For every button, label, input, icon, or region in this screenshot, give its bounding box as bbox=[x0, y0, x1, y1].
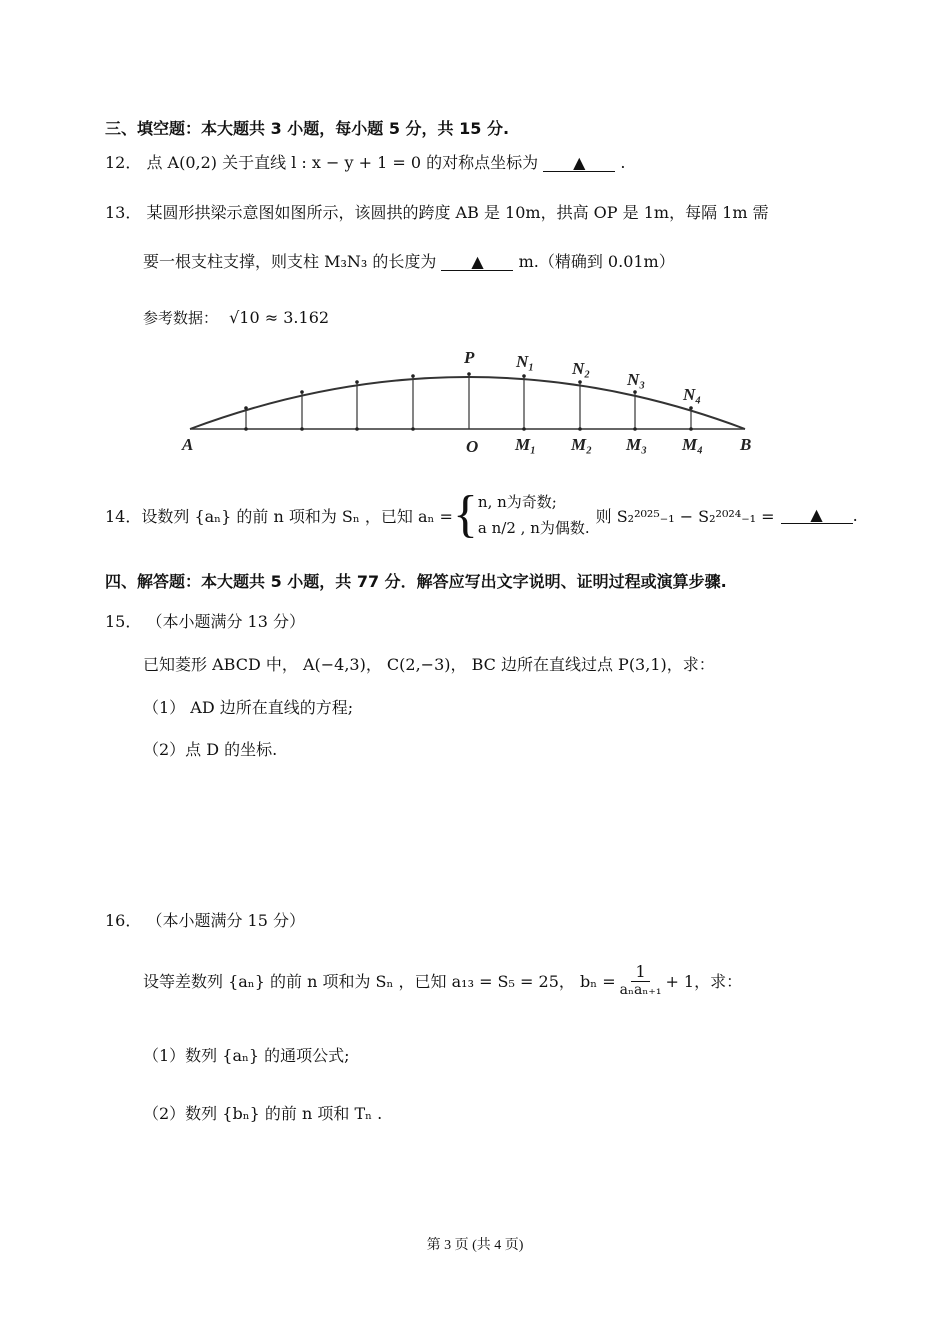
label-o: O bbox=[466, 437, 479, 456]
section3-heading: 三、填空题：本大题共 3 小题，每小题 5 分，共 15 分. bbox=[105, 119, 510, 138]
question-number: 15． bbox=[105, 612, 142, 631]
case-odd: n, n为奇数; bbox=[477, 493, 557, 511]
question-text: 则 S₂²⁰²⁵₋₁ − S₂²⁰²⁴₋₁ = bbox=[595, 506, 775, 526]
question-number: 16． bbox=[105, 911, 142, 930]
question-text: 要一根支柱支撑，则支柱 M₃N₃ 的长度为 bbox=[143, 252, 437, 271]
question-12 bbox=[105, 150, 625, 173]
reference-value: √10 ≈ 3.162 bbox=[229, 308, 330, 327]
label-m4: M₄ bbox=[682, 435, 704, 454]
label-n4: N₄ bbox=[683, 385, 702, 404]
label-n1: N₁ bbox=[516, 352, 535, 371]
section4-heading: 四、解答题：本大题共 5 小题，共 77 分．解答应写出文字说明、证明过程或演算步骤. bbox=[105, 572, 727, 591]
label-m3: M₃ bbox=[626, 435, 648, 454]
question-13-line2 bbox=[143, 249, 675, 272]
arch-curve bbox=[190, 377, 745, 429]
question-16-part2: （2）数列 {bₙ} 的前 n 项和 Tₙ . bbox=[143, 1104, 383, 1123]
question-16-part1: （1）数列 {aₙ} 的通项公式; bbox=[143, 1046, 350, 1065]
reference-data bbox=[143, 307, 329, 328]
question-text: 点 A(0,2) 关于直线 l : x − y + 1 = 0 的对称点坐标为 bbox=[146, 153, 539, 172]
piecewise-cases bbox=[478, 489, 590, 541]
question-text: 某圆形拱梁示意图如图所示，该圆拱的跨度 AB 是 10m，拱高 OP 是 1m，每隔 1m 需 bbox=[146, 203, 769, 222]
question-score: （本小题满分 15 分） bbox=[146, 911, 306, 930]
label-m2: M₂ bbox=[571, 435, 593, 454]
answer-blank: ▲ bbox=[543, 155, 615, 172]
question-14 bbox=[105, 480, 858, 550]
question-text: 设数列 {aₙ} 的前 n 项和为 Sₙ ，已知 aₙ = bbox=[141, 506, 453, 526]
question-text: + 1，求： bbox=[665, 971, 743, 991]
question-end: . bbox=[852, 505, 858, 525]
question-16-header bbox=[105, 908, 305, 931]
question-number: 12． bbox=[105, 153, 142, 172]
arch-figure bbox=[0, 340, 950, 460]
page-footer: 第 3 页 (共 4 页) bbox=[426, 1238, 524, 1253]
question-end: . bbox=[620, 153, 626, 172]
question-15-stem: 已知菱形 ABCD 中， A(−4,3)， C(2,−3)， BC 边所在直线过点 P(3,1)，求： bbox=[143, 655, 715, 674]
answer-blank: ▲ bbox=[441, 254, 513, 271]
label-p: P bbox=[464, 348, 475, 367]
question-text: m.（精确到 0.01m） bbox=[518, 252, 675, 271]
question-score: （本小题满分 13 分） bbox=[146, 612, 306, 631]
fraction-numerator: 1 bbox=[631, 962, 649, 982]
reference-label: 参考数据： bbox=[143, 309, 219, 327]
label-a: A bbox=[182, 435, 194, 454]
fraction bbox=[620, 962, 662, 998]
label-m1: M₁ bbox=[515, 435, 537, 454]
label-b: B bbox=[740, 435, 752, 454]
brace: { bbox=[452, 486, 478, 543]
label-n3: N₃ bbox=[627, 370, 646, 389]
label-n2: N₂ bbox=[572, 359, 591, 378]
question-text: 设等差数列 {aₙ} 的前 n 项和为 Sₙ ，已知 a₁₃ = S₅ = 25， bₙ = bbox=[143, 971, 616, 991]
support-columns bbox=[246, 374, 691, 429]
question-15-part2: （2）点 D 的坐标. bbox=[143, 740, 278, 759]
question-16-stem bbox=[143, 955, 742, 1005]
answer-blank: ▲ bbox=[781, 507, 853, 524]
question-number: 13． bbox=[105, 203, 142, 222]
question-15-part1: （1） AD 边所在直线的方程; bbox=[143, 698, 354, 717]
question-13-line1 bbox=[105, 200, 769, 223]
case-even: a n/2 , n为偶数. bbox=[477, 519, 590, 537]
fraction-denominator: aₙaₙ₊₁ bbox=[619, 982, 662, 998]
question-15-header bbox=[105, 609, 305, 632]
question-number: 14． bbox=[105, 506, 142, 526]
